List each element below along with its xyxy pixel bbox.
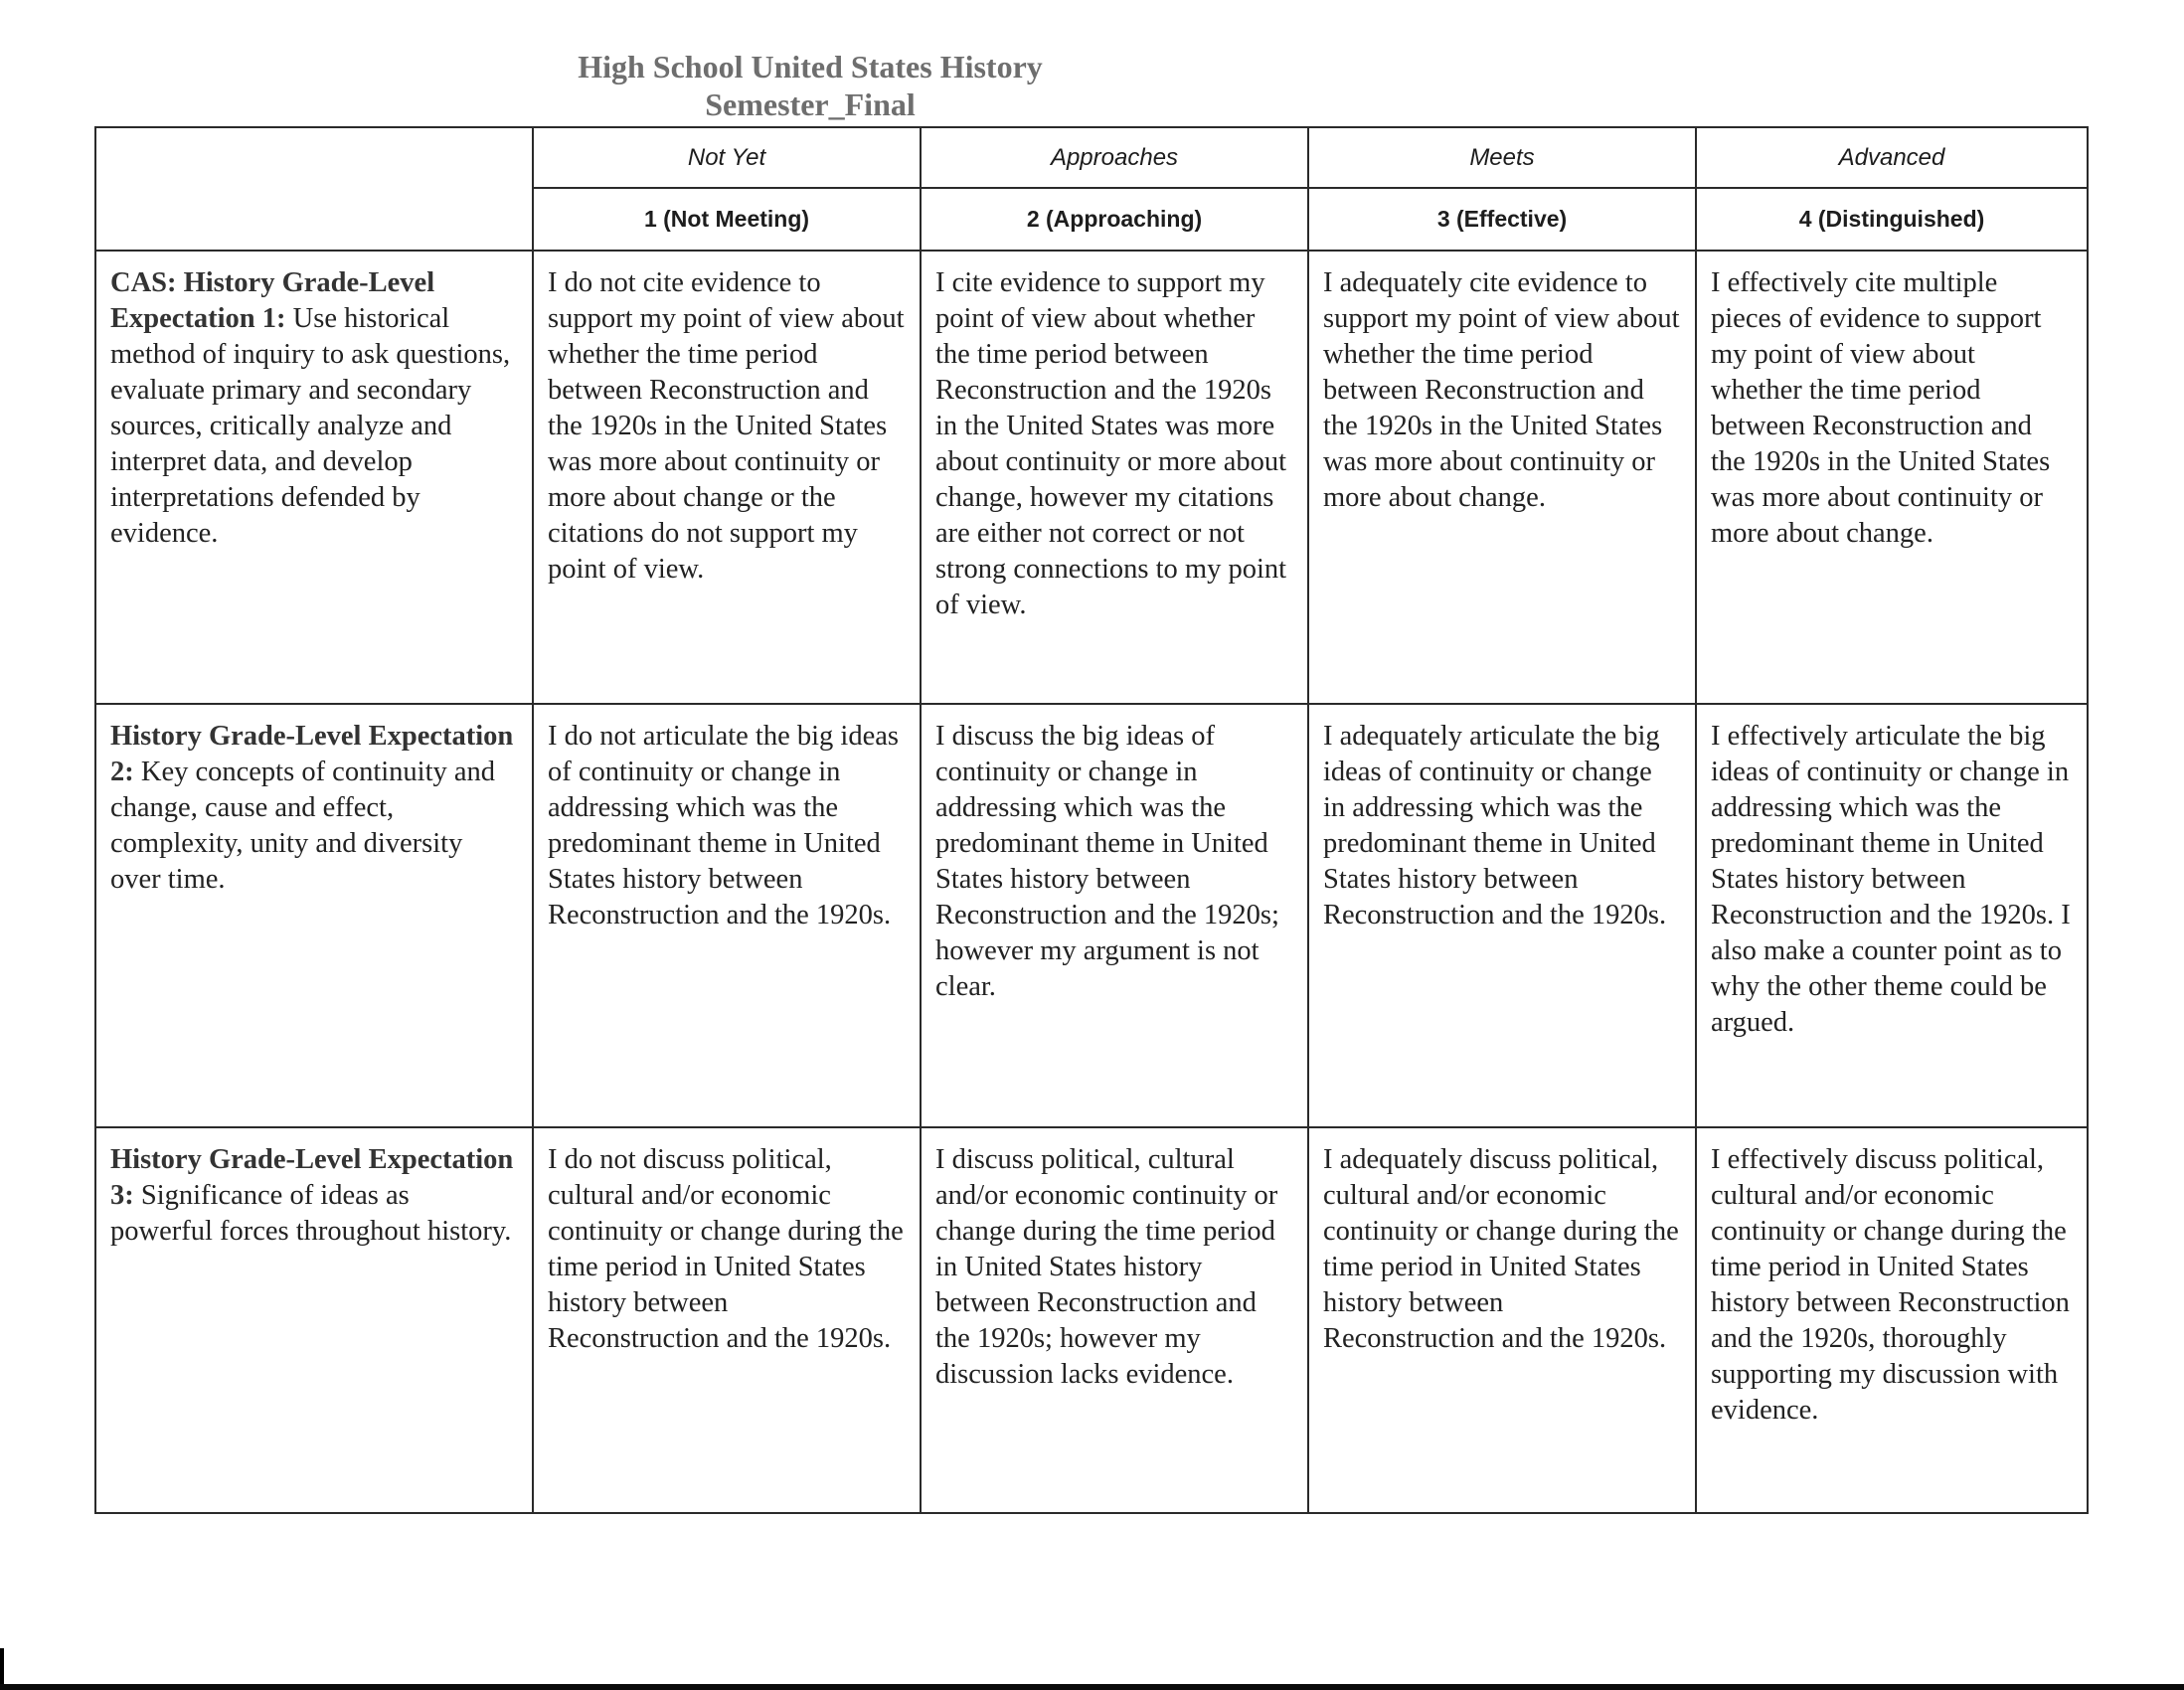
level-header-row [95, 127, 2088, 188]
score-header-1: 1 (Not Meeting) [533, 188, 921, 251]
criterion-label: History Grade-Level Expectation 3: [110, 1144, 514, 1211]
rubric-cell-2-1: I do not articulate the big ideas of continuity or change in addressing which was the predominant theme in United States history between Reconstruction and the 1920s. [533, 704, 921, 1127]
rubric-cell-3-1: I do not discuss political, cultural and/or economic continuity or change during the time period in United States history between Reconstruction and the 1920s. [533, 1127, 921, 1513]
rubric-cell-3-4: I effectively discuss political, cultural and/or economic continuity or change during the time period in United States history between Reconstruction and the 1920s, thoroughly supporting my discussion with evidence. [1696, 1127, 2088, 1513]
criterion-cell-3 [95, 1127, 533, 1513]
rubric-row-2 [95, 704, 2088, 1127]
header-corner-cell [95, 127, 533, 251]
document-title: High School United States History [578, 49, 1043, 84]
document-title-block [0, 48, 1620, 123]
criterion-cell-1 [95, 251, 533, 704]
rubric-row-3 [95, 1127, 2088, 1513]
score-header-4: 4 (Distinguished) [1696, 188, 2088, 251]
rubric-cell-1-4: I effectively cite multiple pieces of evidence to support my point of view about whether the time period between Reconstruction and the 1920s in the United States was more about continuity or more about change. [1696, 251, 2088, 704]
score-header-3: 3 (Effective) [1308, 188, 1696, 251]
level-header-not-yet: Not Yet [533, 127, 921, 188]
rubric-cell-2-2: I discuss the big ideas of continuity or change in addressing which was the predominant theme in United States history between Reconstruction and the 1920s; however my argument is not clear. [921, 704, 1308, 1127]
rubric-cell-3-2: I discuss political, cultural and/or economic continuity or change during the time period in United States history between Reconstruction and the 1920s; however my discussion lacks evidence. [921, 1127, 1308, 1513]
rubric-cell-2-4: I effectively articulate the big ideas of continuity or change in addressing which was the predominant theme in United States history between Reconstruction and the 1920s. I also make a counter point as to why the other theme could be argued. [1696, 704, 2088, 1127]
criterion-label: History Grade-Level Expectation 2: [110, 721, 514, 787]
criterion-description: Key concepts of continuity and change, cause and effect, complexity, unity and diversity over time. [110, 757, 496, 895]
level-header-approaches: Approaches [921, 127, 1308, 188]
rubric-cell-1-1: I do not cite evidence to support my point of view about whether the time period between Reconstruction and the 1920s in the United States was more about continuity or more about change or the citations do not support my point of view. [533, 251, 921, 704]
level-header-meets: Meets [1308, 127, 1696, 188]
rubric-cell-3-3: I adequately discuss political, cultural and/or economic continuity or change during the time period in United States history between Reconstruction and the 1920s. [1308, 1127, 1696, 1513]
rubric-row-1 [95, 251, 2088, 704]
scan-bottom-edge [0, 1684, 2184, 1690]
rubric-cell-2-3: I adequately articulate the big ideas of continuity or change in addressing which was the predominant theme in United States history between Reconstruction and the 1920s. [1308, 704, 1696, 1127]
criterion-description: Significance of ideas as powerful forces throughout history. [110, 1180, 512, 1247]
rubric-table [94, 126, 2089, 1514]
criterion-description: Use historical method of inquiry to ask questions, evaluate primary and secondary sources, critically analyze and interpret data, and develop interpretations defended by evidence. [110, 303, 511, 549]
rubric-cell-1-2: I cite evidence to support my point of view about whether the time period between Reconstruction and the 1920s in the United States was more about continuity or more about change, however my citations are either not correct or not strong connections to my point of view. [921, 251, 1308, 704]
level-header-advanced: Advanced [1696, 127, 2088, 188]
document-subtitle: Semester_Final [705, 86, 916, 122]
score-header-2: 2 (Approaching) [921, 188, 1308, 251]
criterion-cell-2 [95, 704, 533, 1127]
criterion-label: CAS: History Grade-Level Expectation 1: [110, 267, 435, 334]
rubric-cell-1-3: I adequately cite evidence to support my point of view about whether the time period between Reconstruction and the 1920s in the United States was more about continuity or more about change. [1308, 251, 1696, 704]
